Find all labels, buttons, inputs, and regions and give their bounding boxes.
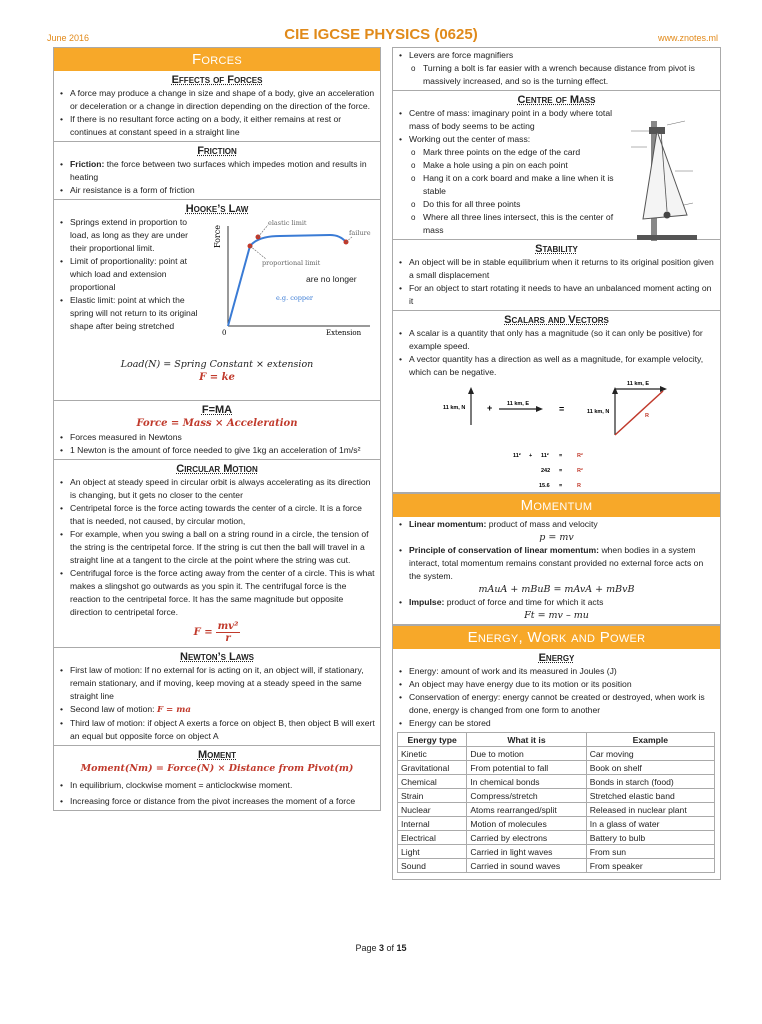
bullet: • A vector quantity has a direction as well as a magnitude, for example velocity, which can be negative. <box>393 353 720 379</box>
bullet-text: Second law of motion: <box>70 704 157 714</box>
table-row <box>398 761 715 775</box>
bullet: • Increasing force or distance from the pivot increases the moment of a force <box>54 795 380 808</box>
scalars-vectors-section <box>393 311 720 493</box>
table-row <box>398 747 715 761</box>
svg-text:11²: 11² <box>541 453 549 459</box>
graph-x-label: Extension <box>326 329 362 337</box>
svg-text:=: = <box>559 483 563 489</box>
vector-e1-label: 11 km, E <box>507 401 530 407</box>
bullet: • Energy can be stored <box>393 717 720 730</box>
bullet: • 1 Newton is the amount of force needed to give 1kg an acceleration of 1m/s² <box>54 444 380 457</box>
section-title: Friction <box>197 145 237 157</box>
header-website: www.znotes.ml <box>657 33 718 43</box>
table-row <box>398 831 715 845</box>
hookes-law-section <box>54 200 380 401</box>
table-cell: Nuclear <box>398 803 467 817</box>
graph-elastic-label: elastic limit <box>268 219 307 227</box>
bullet-text: the force between two surfaces which impedes motion and results in heating <box>70 159 367 182</box>
table-row <box>398 845 715 859</box>
sub-bullet: o Turning a bolt is far easier with a wrench because distance from pivot is massively increased, and so is the turning effect. <box>393 62 720 88</box>
table-cell: Internal <box>398 817 467 831</box>
bullet: • Energy: amount of work and its measured in Joules (J) <box>393 665 720 678</box>
table-cell: Carried in light waves <box>467 845 586 859</box>
momentum-equation: p = mv <box>539 532 574 543</box>
vector-n2-label: 11 km, N <box>587 409 610 415</box>
bullet-text: Air resistance is a form of friction <box>70 185 195 195</box>
bullet <box>54 717 380 743</box>
page-number: 3 <box>378 943 384 953</box>
bullet <box>54 184 380 197</box>
section-title: Circular Motion <box>176 463 258 475</box>
table-cell: In chemical bonds <box>467 775 586 789</box>
sub-bullet: o Do this for all three points <box>393 198 619 211</box>
table-cell: Electrical <box>398 831 467 845</box>
page-total: 15 <box>396 943 407 953</box>
bullet: • Centre of mass: imaginary point in a body where total mass of body seems to be acting <box>393 107 619 133</box>
table-cell: From speaker <box>586 859 714 873</box>
table-row <box>398 859 715 873</box>
section-title: Effects of Forces <box>171 74 263 86</box>
fma-section <box>54 401 380 460</box>
bullet: • An object will be in stable equilibrium when it returns to its original position given a small displacement <box>393 256 720 282</box>
section-title: F=MA <box>201 404 233 416</box>
section-title: Centre of Mass <box>517 94 596 106</box>
com-bullets <box>393 107 619 237</box>
card <box>643 131 687 219</box>
plumb-bob <box>664 212 671 219</box>
equals-sign: = <box>559 404 565 414</box>
table-cell: Released in nuclear plant <box>586 803 714 817</box>
bullet: • Limit of proportionality: point at which load and extension proportional <box>54 255 206 294</box>
sub-bullet: o Where all three lines intersect, this is the center of mass <box>393 211 619 237</box>
bold-term: Impulse: <box>409 597 445 607</box>
resultant-label: R <box>645 413 649 419</box>
table-cell: Atoms rearranged/split <box>467 803 586 817</box>
table-cell: From potential to fall <box>467 761 586 775</box>
plus-sign: + <box>487 403 493 413</box>
bullet: • Centrifugal force is the force acting away from the center of a circle. This is what makes a slingshot go outwards as you spin it. The centrifugal force is the reaction to the centripetal force. It has the same magnitude but opposite direction to centripetal force. <box>54 567 380 619</box>
hooke-equation: Load(N) = Spring Constant × extension <box>120 359 314 370</box>
graph-proportional-label: proportional limit <box>262 259 321 267</box>
energy-section <box>393 649 720 880</box>
table-cell: Chemical <box>398 775 467 789</box>
sub-bullet: o Mark three points on the edge of the card <box>393 146 619 159</box>
table-cell: Bonds in starch (food) <box>586 775 714 789</box>
section-title: Scalars and Vectors <box>504 314 609 326</box>
table-cell: Strain <box>398 789 467 803</box>
eq-lhs: F = <box>193 626 213 638</box>
bullet: • For an object to start rotating it needs to have an unbalanced moment acting on it <box>393 282 720 308</box>
table-cell: Carried in sound waves <box>467 859 586 873</box>
section-title: Moment <box>197 749 237 761</box>
circular-motion-section <box>54 460 380 648</box>
resultant-vector <box>615 391 663 435</box>
newtons-laws-section <box>54 648 380 746</box>
levers-section <box>393 47 720 91</box>
momentum-banner: Momentum <box>393 493 720 517</box>
table-cell: Stretched elastic band <box>586 789 714 803</box>
table-cell: Car moving <box>586 747 714 761</box>
table-cell: Book on shelf <box>586 761 714 775</box>
graph-y-label: Force <box>213 225 222 248</box>
vector-n1-label: 11 km, N <box>443 405 466 411</box>
friction-section <box>54 142 380 200</box>
energy-banner: Energy, Work and Power <box>393 625 720 649</box>
energy-types-table <box>397 732 715 873</box>
column-header: What it is <box>467 733 586 747</box>
svg-text:R: R <box>577 483 581 489</box>
momentum-section <box>393 517 720 625</box>
effects-of-forces-section <box>54 71 380 142</box>
moment-section <box>54 746 380 811</box>
sub-bullet: o Hang it on a cork board and make a line when it is stable <box>393 172 619 198</box>
vector-addition-figure <box>393 381 719 489</box>
column-header: Example <box>586 733 714 747</box>
svg-text:+: + <box>529 453 533 459</box>
conservation-equation: mAuA + mBuB = mAvA + mBvB <box>478 584 635 595</box>
bullet: • A scalar is a quantity that only has a magnitude (so it can only be positive) for example speed. <box>393 327 720 353</box>
graph-origin: 0 <box>222 329 227 337</box>
table-cell: Compress/stretch <box>467 789 586 803</box>
bullet: • Working out the center of mass: <box>393 133 619 146</box>
bullet-text: product of force and time for which it acts <box>444 597 604 607</box>
bullet: • An object may have energy due to its motion or its position <box>393 678 720 691</box>
bold-term: Principle of conservation of linear momentum: <box>409 545 600 555</box>
vector-e2-label: 11 km, E <box>627 381 650 387</box>
graph-copper-label: e.g. copper <box>276 294 314 302</box>
table-cell: Sound <box>398 859 467 873</box>
impulse-equation: Ft = mv – mu <box>524 610 589 621</box>
bullet <box>54 664 380 703</box>
sub-bullet: o Make a hole using a pin on each point <box>393 159 619 172</box>
table-cell: Kinetic <box>398 747 467 761</box>
centre-of-mass-diagram <box>623 111 717 243</box>
eq-numerator: mv² <box>217 620 239 632</box>
second-law-equation: F = ma <box>156 705 191 715</box>
section-title: Stability <box>535 243 578 255</box>
bullet <box>54 703 380 717</box>
section-title: Hooke’s Law <box>185 203 249 215</box>
bullet: • Centripetal force is the force acting towards the center of a circle. It is a force that is needed, not caused, by circular motion, <box>54 502 380 528</box>
graph-failure-label: failure <box>349 229 371 237</box>
bullet: • Levers are force magnifiers <box>393 49 720 62</box>
svg-text:242: 242 <box>541 468 551 474</box>
section-title: Energy <box>538 652 575 664</box>
bullet: • For example, when you swing a ball on a string round in a circle, the tension of the string is the centripetal force. If the string is cut then the ball will travel in a straight line at a tangent to the circle at the point where the string was cut. <box>54 528 380 567</box>
page-title: CIE IGCSE PHYSICS (0625) <box>284 26 478 43</box>
left-column <box>53 47 381 811</box>
table-cell: Carried by electrons <box>467 831 586 845</box>
section-title: Newton’s Laws <box>180 651 254 663</box>
page-footer <box>0 943 762 953</box>
table-cell: Battery to bulb <box>586 831 714 845</box>
bullet-text: Third law of motion: if object A exerts a force on object B, then object B will exert an equal but opposite force on object A <box>70 718 375 741</box>
eq-denominator: r <box>225 632 231 644</box>
bullet <box>54 158 380 184</box>
bullet: • In equilibrium, clockwise moment = anticlockwise moment. <box>54 779 380 792</box>
hookes-law-graph <box>210 218 380 368</box>
bullet: • Elastic limit: point at which the spring will not return to its original shape after being stretched <box>54 294 206 333</box>
svg-text:=: = <box>559 468 563 474</box>
footer-text: Page <box>355 943 379 953</box>
table-cell: Motion of molecules <box>467 817 586 831</box>
forces-banner: Forces <box>54 47 380 71</box>
footer-text: of <box>384 943 397 953</box>
hooke-equation-short: F = ke <box>199 372 235 383</box>
force-extension-curve <box>228 235 346 326</box>
bullet: • Springs extend in proportion to load, as long as they are under their proportional limit. <box>54 216 206 255</box>
table-cell: Light <box>398 845 467 859</box>
fma-equation: Force = Mass × Acceleration <box>136 418 298 429</box>
svg-text:R²: R² <box>577 453 583 459</box>
column-header: Energy type <box>398 733 467 747</box>
bullet-text: when bodies in a system interact, total momentum remains constant provided no external force acts on the system. <box>409 545 704 581</box>
bullet <box>393 544 720 583</box>
table-cell: From sun <box>586 845 714 859</box>
bullet: • If there is no resultant force acting on a body, it either remains at rest or continues at constant speed in a straight line <box>54 113 380 139</box>
centre-of-mass-section <box>393 91 720 240</box>
moment-equation: Moment(Nm) = Force(N) × Distance from Pivot(m) <box>80 763 354 774</box>
table-row <box>398 775 715 789</box>
centripetal-equation <box>54 619 380 645</box>
are-no-longer-text: are no longer <box>306 274 357 284</box>
pythagoras-rows <box>513 452 583 489</box>
hooke-bullets <box>54 216 206 333</box>
bullet <box>393 596 720 609</box>
svg-text:R²: R² <box>577 468 583 474</box>
table-cell: Gravitational <box>398 761 467 775</box>
bullet: • Forces measured in Newtons <box>54 431 380 444</box>
table-row <box>398 789 715 803</box>
table-row <box>398 803 715 817</box>
bullet-text: First law of motion: If no external for is acting on it, an object will, if stationary, remain stationary, and if moving, keep moving at a steady speed in the same straight line <box>70 665 364 701</box>
bullet-text: product of mass and velocity <box>486 519 598 529</box>
svg-text:11²: 11² <box>513 453 521 459</box>
header-date: June 2016 <box>47 33 90 43</box>
eq-fraction <box>216 621 241 644</box>
stability-section <box>393 240 720 311</box>
bullet <box>393 518 720 531</box>
bold-term: Friction: <box>70 159 105 169</box>
bullet: • A force may produce a change in size and shape of a body, give an acceleration or deceleration or a change in direction depending on the direction of the force. <box>54 87 380 113</box>
table-cell: In a glass of water <box>586 817 714 831</box>
bold-term: Linear momentum: <box>409 519 487 529</box>
table-cell: Due to motion <box>467 747 586 761</box>
table-row <box>398 817 715 831</box>
bullet: • Conservation of energy: energy cannot be created or destroyed, when work is done, energy is changed from one form to another <box>393 691 720 717</box>
bullet: • An object at steady speed in circular orbit is always accelerating as its direction is changing, but it gets no closer to the center <box>54 476 380 502</box>
svg-text:15.6: 15.6 <box>539 483 550 489</box>
svg-text:=: = <box>559 453 563 459</box>
right-column <box>392 47 721 880</box>
